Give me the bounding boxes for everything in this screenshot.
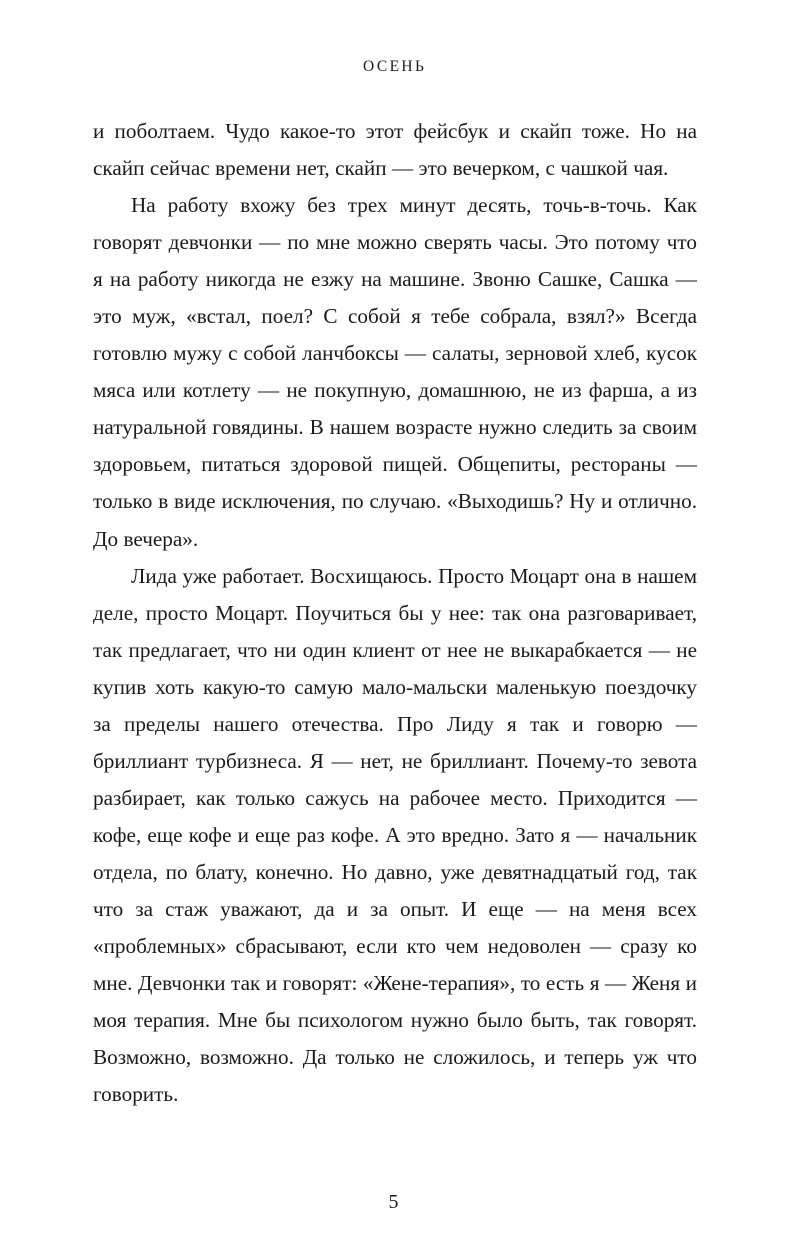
paragraph-3: Лида уже работает. Восхищаюсь. Просто Моцарт она в нашем деле, просто Моцарт. Поучиться бы у нее: так она разговаривает, так предлагает, что ни один клиент от нее не выкарабкается — не купив хоть какую-то самую мало-мальски маленькую поездочку за пределы нашего отечества. Про Лиду я так и говорю — бриллиант турбизнеса. Я — нет, не бриллиант. Почему-то зевота разбирает, как только сажусь на рабочее место. Приходится — кофе, еще кофе и еще раз кофе. А это вредно. Зато я — начальник отдела, по блату, конечно. Но давно, уже девятнадцатый год, так что за стаж уважают, да и за опыт. И еще — на меня всех «проблемных» сбрасывают, если кто чем недоволен — сразу ко мне. Девчонки так и говорят: «Жене-терапия», то есть я — Женя и моя терапия. Мне бы психологом нужно было быть, так говорят. Возможно, возможно. Да только не сложилось, и теперь уж что говорить.	[93, 563, 697, 1107]
paragraph-1: и поболтаем. Чудо какое-то этот фейсбук и скайп тоже. Но на скайп сейчас времени нет, скайп — это вечерком, с чашкой чая.	[93, 119, 697, 181]
paragraph-2: На работу вхожу без трех минут десять, точь-в-точь. Как говорят девчонки — по мне можно сверять часы. Это потому что я на работу никогда не езжу на машине. Звоню Сашке, Сашка — это муж, «встал, поел? С собой я тебе собрала, взял?» Всегда готовлю мужу с собой ланчбоксы — салаты, зерновой хлеб, кусок мяса или котлету — не покупную, домашнюю, не из фарша, а из натуральной говядины. В нашем возрасте нужно следить за своим здоровьем, питаться здоровой пищей. Общепиты, рестораны — только в виде исключения, по случаю. «Выходишь? Ну и отлично. До вечера».	[93, 193, 697, 551]
running-head: ОСЕНЬ	[363, 58, 427, 75]
page-number: 5	[388, 1191, 399, 1213]
body-text-block	[93, 113, 697, 1113]
